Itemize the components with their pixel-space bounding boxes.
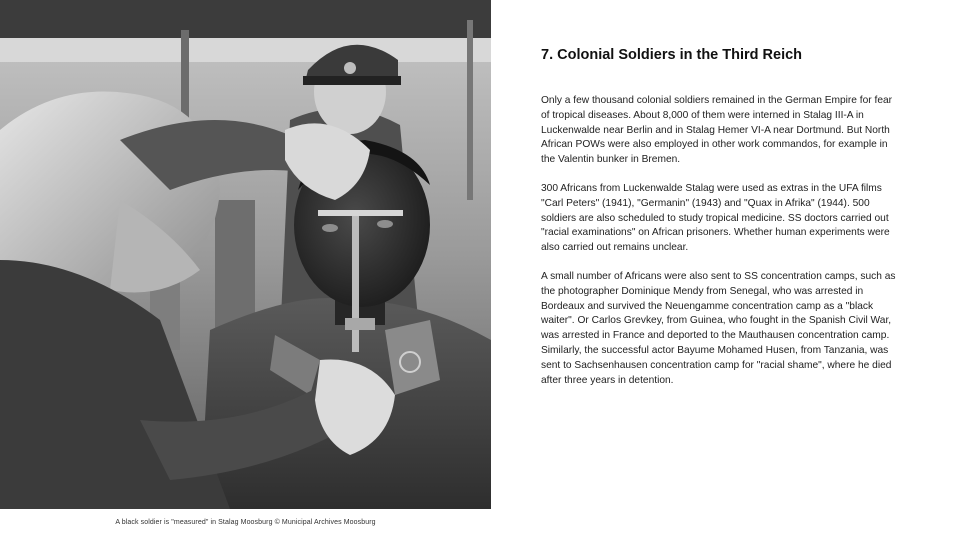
- article-paragraph: A small number of Africans were also sent to SS concentration camps, such as the photographer Dominique Mendy from Senegal, who was arrested in Bordeaux and survived the Neuengamme concentration camp as a "black waiter". Or Carlos Grevkey, from Guinea, who fought in the Spanish Civil War, was arrested in France and deported to the Mauthausen concentration camp. Similarly, the successful actor Bayume Mohamed Husen, from Tanzania, was sent to Sachsenhausen concentration camp for "racial shame", where he died after three years in detention.: [541, 270, 896, 386]
- historical-photo: [0, 0, 491, 509]
- photo-caption: A black soldier is "measured" in Stalag Moosburg © Municipal Archives Moosburg: [115, 519, 376, 526]
- article-paragraph: 300 Africans from Luckenwalde Stalag were used as extras in the UFA films "Carl Peters" (1941), "Germanin" (1943) and "Quax in Afrika" (1944). 500 soldiers are also scheduled to study tropical medicine. SS doctors carried out "racial examinations" on African prisoners. Whether human experiments were also carried out remains unclear.: [541, 182, 890, 254]
- photo-illustration: [0, 0, 491, 509]
- article-paragraph: Only a few thousand colonial soldiers remained in the German Empire for fear of tropical diseases. About 8,000 of them were interned in Stalag III-A in Luckenwalde near Berlin and in Stalag Hemer VI-A near Dortmund. But North African POWs were also employed in other work commandos, for example in the Valentin bunker in Bremen.: [541, 95, 893, 166]
- article-title: 7. Colonial Soldiers in the Third Reich: [541, 47, 803, 63]
- article: [541, 46, 901, 402]
